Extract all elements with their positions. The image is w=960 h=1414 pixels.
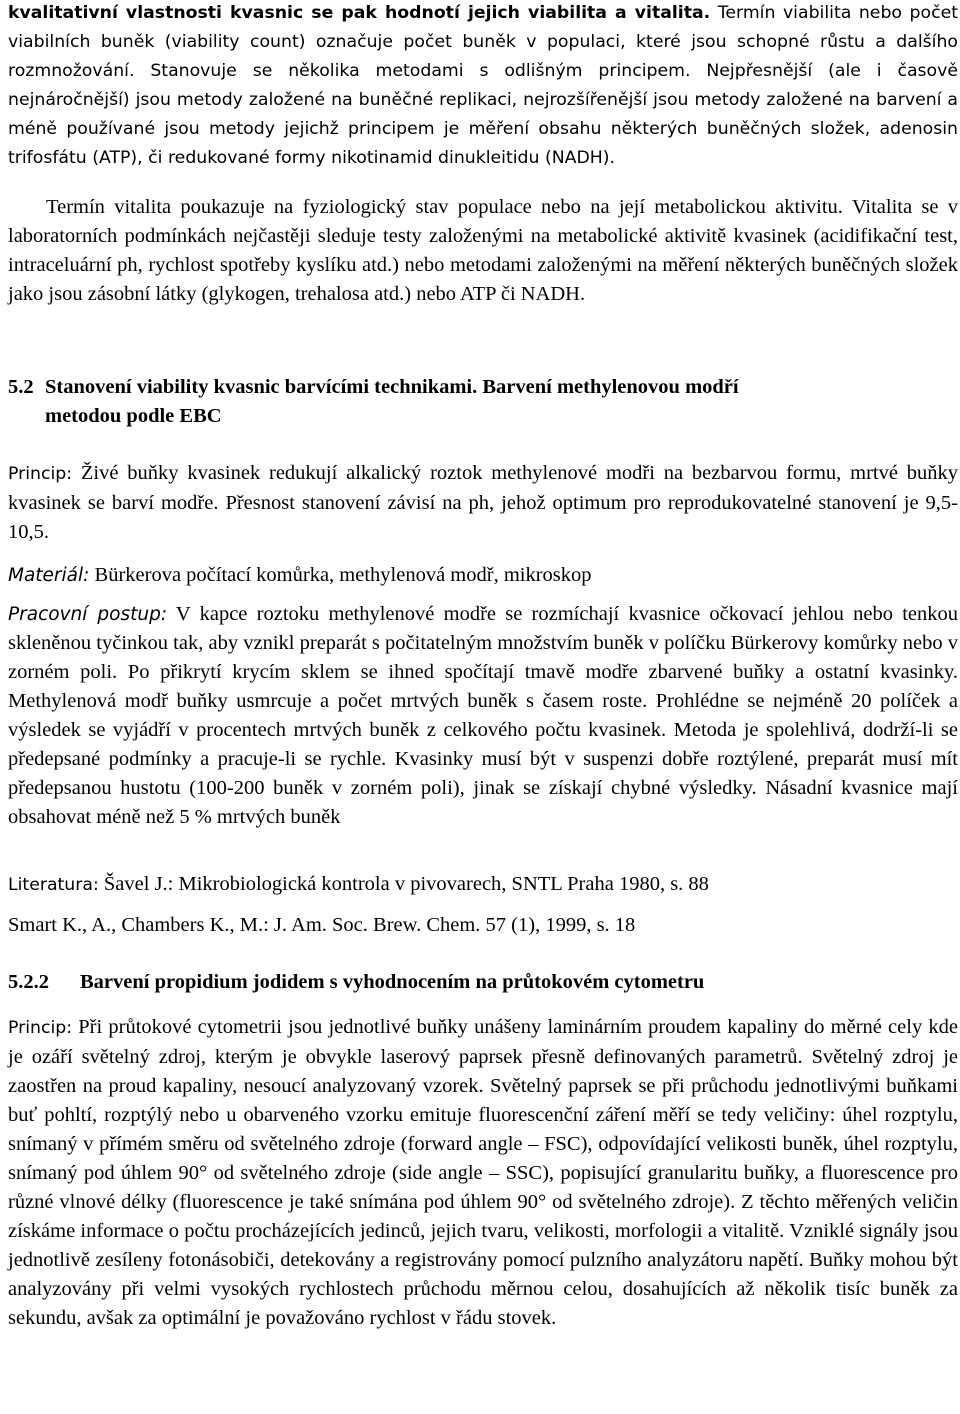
flow-text-b: úhel rozptylu, snímaný v přímém směru od světelného zdroje (forward angle – FSC), odpovídající velikosti buněk, úhel rozptylu, snímaný pod úhlem 90° od světelného zdroje (side angle – SSC), popisující granularitu buňky, a fluorescence pro různé vlnové délky (fluorescence je také snímána pod úhlem 90° od světelného zdroje). Z těchto měřených veličin získáme informace o počtu procházejících jedinců, jejich tvaru, velikosti, morfologii a vitalitě. Vzniklé signály jsou jednotlivě zesíleny fotonásobiči, detekovány a registrovány pomocí pulzního analyzátoru napětí. Buňky mohou být analyzovány při velmi vysokých rychlostech průchodu měrnou celou, dosahujících až několik tisíc buněk za sekundu, avšak za optimální je považováno rychlost v řádu stovek.	[8, 1104, 958, 1329]
vitalita-paragraph: Termín vitalita poukazuje na fyziologický stav populace nebo na její metabolickou aktivitu. Vitalita se v laboratorních podmínkách nejčastěji sleduje testy založenými na metabolické aktivitě kvasinek (acidifikační test, intraceluární ph, rychlost spotřeby kyslíku atd.) nebo metodami založenými na měření některých buněčných složek jako jsou zásobní látky (glykogen, trehalosa atd.) nebo ATP či NADH.	[8, 196, 958, 305]
literatura-ref-1: Šavel J.: Mikrobiologická kontrola v pivovarech, SNTL Praha 1980, s. 88	[98, 873, 709, 895]
intro-text: Termín viabilita nebo počet viabilních buněk (viability count) označuje počet buněk v populaci, které jsou schopné růstu a dalšího rozmnožování. Stanovuje se několika metodami s odlišným principem. Nejpřesnější (ale i časově nejnáročnější) jsou metody založené na buněčné replikaci, nejrozšířenější jsou metody založené na barvení a méně používané jsou metody jejichž principem je měření obsahu některých buněčných složek, adenosin trifosfátu (ATP), či redukované formy nikotinamid dinukleitidu (NADH).	[8, 3, 958, 168]
material-paragraph	[8, 561, 958, 590]
literatura-label: Literatura:	[8, 875, 99, 895]
intro-paragraph	[8, 0, 958, 173]
literatura-2: Smart K., A., Chambers K., M.: J. Am. Soc. Brew. Chem. 57 (1), 1999, s. 18	[8, 914, 636, 936]
postup-paragraph	[8, 600, 958, 832]
princip-paragraph	[8, 459, 958, 547]
section-5-2-number: 5.2	[8, 376, 34, 398]
princip-label: Princip:	[8, 464, 73, 484]
intro-lead: kvalitativní vlastnosti kvasnic se pak hodnotí jejich viabilita a vitalita.	[8, 3, 711, 23]
section-5-2-title-line1: Stanovení viability kvasnic barvícími technikami. Barvení methylenovou modří	[45, 376, 739, 398]
princip-2-label: Princip:	[8, 1018, 73, 1038]
section-5-2-title	[45, 373, 950, 431]
postup-label: Pracovní postup:	[8, 604, 168, 625]
material-label: Materiál:	[8, 565, 90, 586]
literatura-1	[8, 870, 958, 900]
section-5-2-title-line2: metodou podle EBC	[45, 405, 222, 427]
flow-text-a: Při průtokové cytometrii jsou jednotlivé buňky unášeny laminárním proudem kapaliny do měrné cely kde je ozáří světelný zdroj, kterým je obvykle laserový paprsek přesně definovaných parametrů. Světelný zdroj je zaostřen na proud kapaliny, nesoucí analyzovaný vzorek. Světelný paprsek se při průchodu jednotlivými buňkami buť pohltí, rozptýlý nebo u obarveného vzorku emituje fluorescenční záření měří se tedy veličiny:	[8, 1016, 958, 1126]
material-text: Bürkerova počítací komůrka, methylenová modř, mikroskop	[89, 564, 592, 586]
section-5-2-2-title: Barvení propidium jodidem s vyhodnocením na průtokovém cytometru	[80, 971, 705, 993]
section-5-2-2-number: 5.2.2	[8, 971, 49, 993]
postup-text: V kapce roztoku methylenové modře se rozmíchají kvasnice očkovací jehlou nebo tenkou skleněnou tyčinkou tak, aby vznikl preparát s počitatelným množstvím buněk v políčku Bürkerovy komůrky nebo v zorném poli. Po přikrytí krycím sklem se ihned spočítají tmavě modře zbarvené buňky a ostatní kvasinky. Methylenová modř buňky usmrcuje a počet mrtvých buněk s časem roste. Prohlédne se nejméně 20 políček a výsledek se vyjádří v procentech mrtvých buněk z celkového počtu kvasinek. Metoda je spolehlivá, dodrží-li se předepsané podmínky a pracuje-li se rychle. Kvasinky musí být v suspenzi dobře roztýlené, preparát musí mít předepsanou hustotu (100-200 buněk v zorném poli), jinak se získají chybné výsledky. Násadní kvasnice mají obsahovat méně než 5 % mrtvých buněk	[8, 603, 958, 828]
princip-text: Živé buňky kvasinek redukují alkalický roztok methylenové modři na bezbarvou formu, mrtvé buňky kvasinek se barví modře. Přesnost stanovení závisí na ph, jehož optimum pro reprodukovatelné stanovení je 9,5-10,5.	[8, 462, 958, 543]
flow-cytometry-paragraph	[8, 1013, 958, 1333]
